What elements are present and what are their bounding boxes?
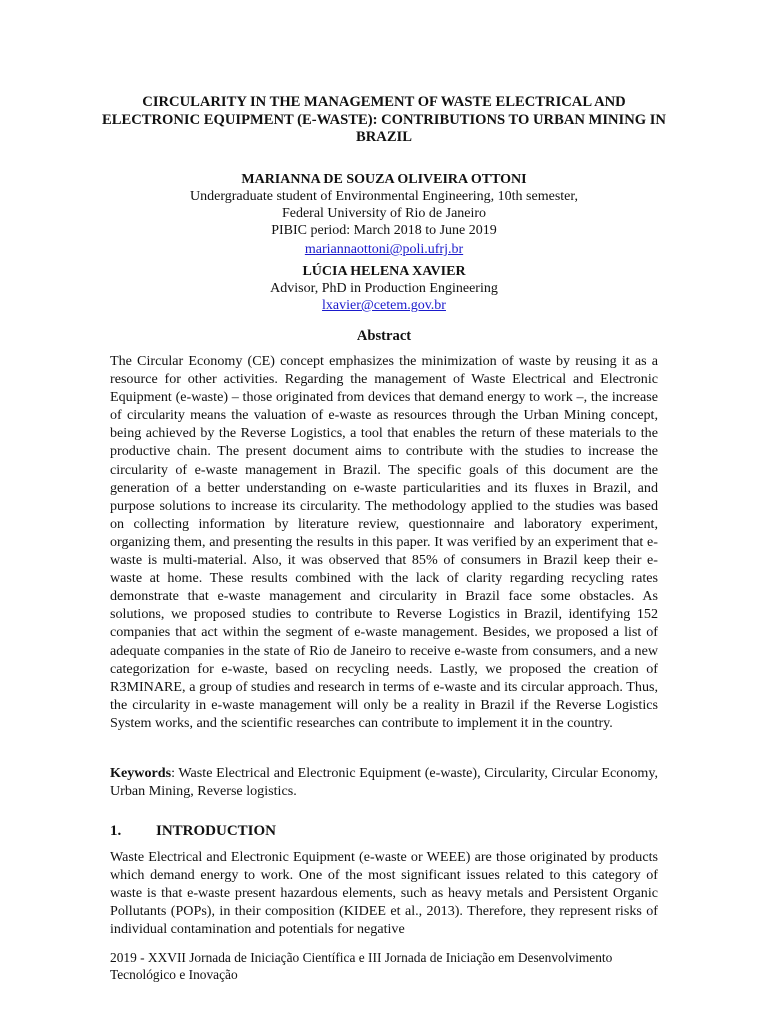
keywords-paragraph (110, 764, 658, 800)
author1-affiliation-2: Federal University of Rio de Janeiro (281, 206, 487, 221)
section-number: 1. (110, 823, 122, 839)
author1-period: PIBIC period: March 2018 to June 2019 (271, 223, 497, 238)
author2-affiliation: Advisor, PhD in Production Engineering (270, 281, 498, 296)
footer-line-1: 2019 - XXVII Jornada de Iniciação Científica e III Jornada de Iniciação em Desenvolvimento (110, 950, 613, 965)
keywords-list: : Waste Electrical and Electronic Equipment (e-waste), Circularity, Circular Economy, Urban Mining, Reverse logistics. (110, 765, 658, 799)
author2-email-link[interactable]: lxavier@cetem.gov.br (322, 298, 446, 313)
keywords-label: Keywords (110, 765, 172, 781)
author1-email-link[interactable]: mariannaottoni@poli.ufrj.br (304, 242, 464, 257)
author2-block (100, 263, 668, 314)
author2-name: LÚCIA HELENA XAVIER (302, 264, 466, 279)
author1-email-row (100, 241, 668, 258)
page-footer (110, 949, 670, 983)
introduction-text: Waste Electrical and Electronic Equipment (e-waste or WEEE) are those originated by products which demand energy to work. One of the most significant issues related to this category of waste is that e-waste present hazardous elements, such as heavy metals and Persistent Organic Pollutants (POPs), in their composition (KIDEE et al., 2013). Therefore, they represent risks of individual contamination and potentials for negative (110, 849, 658, 938)
author1-block (100, 171, 668, 239)
section-title: INTRODUCTION (156, 823, 277, 839)
paper-title: CIRCULARITY IN THE MANAGEMENT OF WASTE ELECTRICAL AND ELECTRONIC EQUIPMENT (E-WASTE): CONTRIBUTIONS TO URBAN MINING IN BRAZIL (102, 94, 666, 145)
section-heading-introduction (110, 823, 276, 840)
author1-name: MARIANNA DE SOUZA OLIVEIRA OTTONI (241, 172, 527, 187)
footer-line-2: Tecnológico e Inovação (110, 967, 238, 982)
abstract-heading: Abstract (356, 328, 412, 344)
abstract-text: The Circular Economy (CE) concept emphasizes the minimization of waste by reusing it as a resource for other activities. Regarding the management of Waste Electrical and Electronic Equipment (e-waste) – those originated from devices that demand energy to work –, the increase of circularity means the valuation of e-waste as resources through the Urban Mining concept, being achieved by the Reverse Logistics, a tool that enables the return of these materials to the productive chain. The present document aims to contribute with the studies to increase the circularity of e-waste management in Brazil. The specific goals of this document are the generation of a better understanding on e-waste particularities and its fluxes in Brazil, and purpose solutions to increase its circularity. The methodology applied to the studies was based on collecting information by literature review, questionnaire and laboratory experiment, organizing them, and presenting the results in this paper. It was verified by an experiment that e-waste is multi-material. Also, it was observed that 85% of consumers in Brazil keep their e-waste at home. These results combined with the lack of clarity regarding recycling rates demonstrate that e-waste management and circularity in Brazil face some obstacles. As solutions, we proposed studies to contribute to Reverse Logistics in Brazil, identifying 152 companies that act within the segment of e-waste management. Besides, we proposed a list of adequate companies in the state of Rio de Janeiro to receive e-waste from consumers, and a new categorization for e-waste, based on recycling needs. Lastly, we proposed the creation of R3MINARE, a group of studies and research in terms of e-waste and its circular approach. Thus, the circularity in e-waste management will only be a reality in Brazil if the Reverse Logistics System works, and the scientific researches can contribute to implement it in the country. (110, 353, 658, 731)
author1-affiliation-1: Undergraduate student of Environmental Engineering, 10th semester, (190, 189, 578, 204)
